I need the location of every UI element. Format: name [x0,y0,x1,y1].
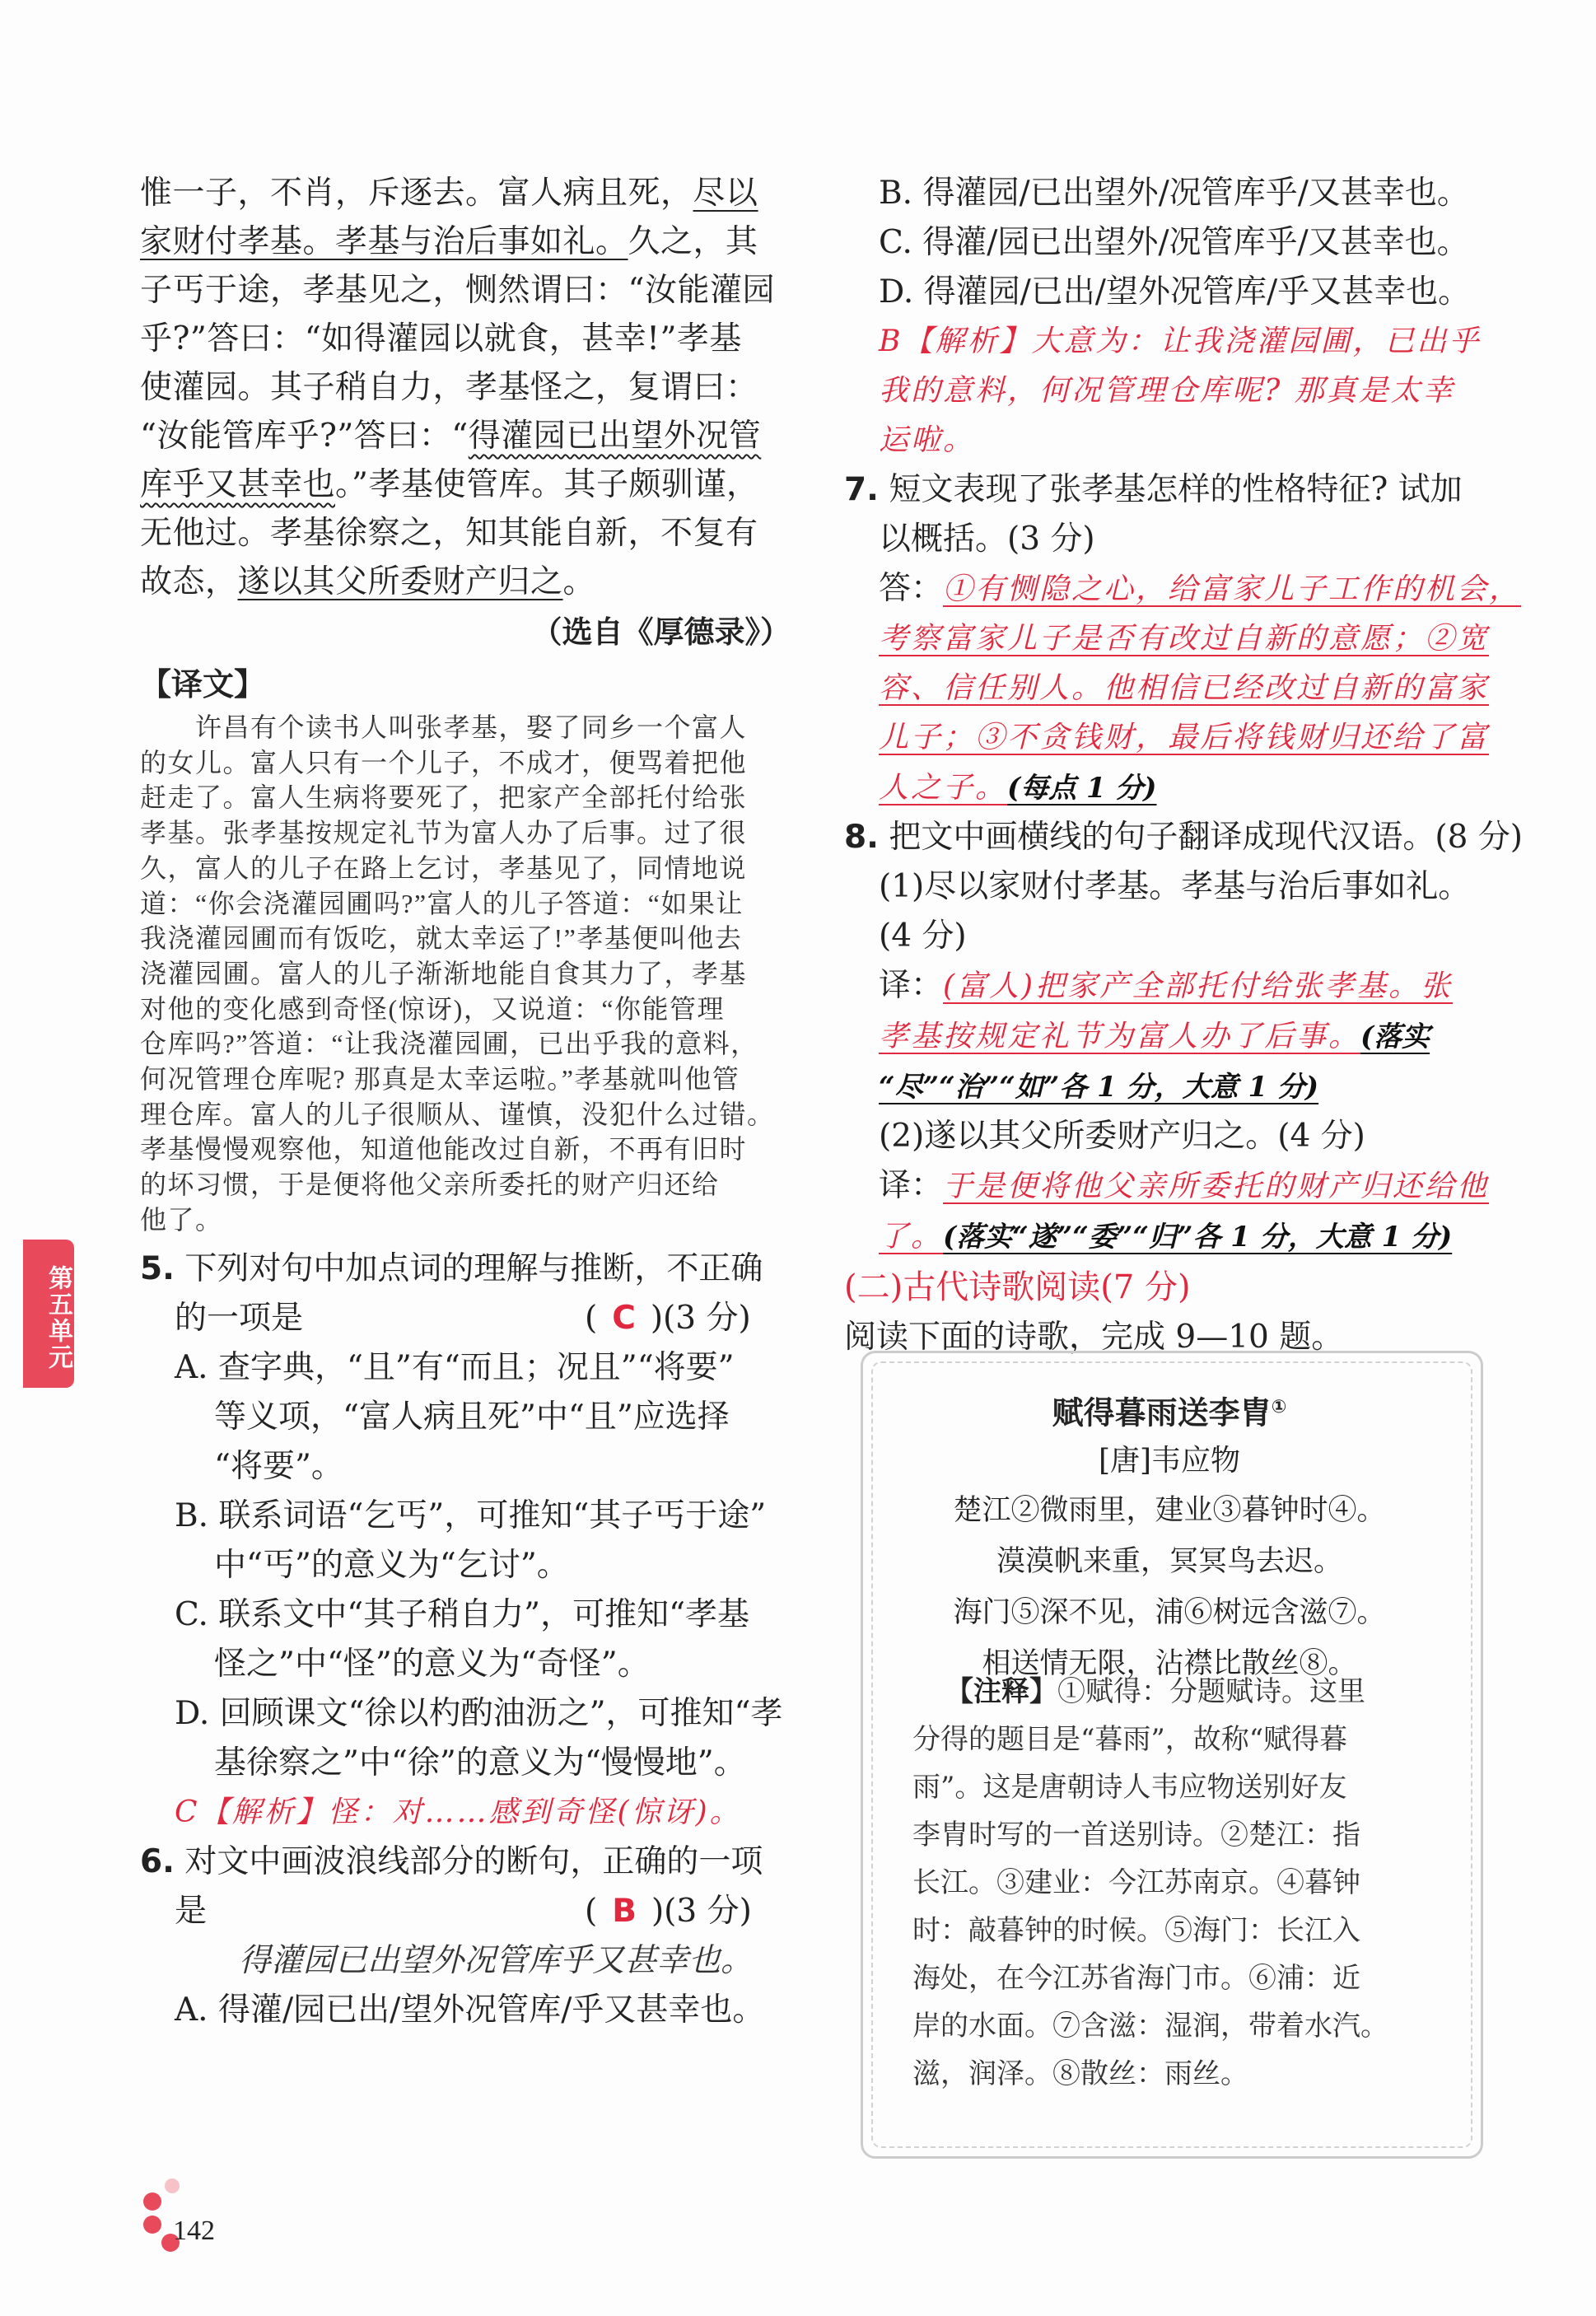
translation-line: 的坏习惯，于是便将他父亲所委托的财产归还给 [140,1170,720,1200]
section-title: (二)古代诗歌阅读(7 分) [844,1268,1191,1306]
answer-line [844,1161,1495,1212]
option-a: A. 得灌/园已出/望外况管库/乎又甚幸也。 [175,1991,765,2029]
question-8 [844,813,1524,1262]
question-7 [844,465,1522,813]
question-stem [140,1294,791,1343]
translation-line: 他了。 [140,1204,223,1235]
answer-line [844,564,1522,614]
underlined-text: 家财付孝基。孝基与治后事如礼。 [140,223,628,260]
answer-label: 答： [879,570,944,607]
poem-notes [912,1668,1440,2098]
question-text: 对文中画波浪线部分的断句，正确的一项 [184,1842,763,1880]
q6-analysis-line: 运啦。 [879,423,976,457]
question-text: 以概括。(3 分) [879,521,1095,558]
question-6 [140,1837,791,2035]
translation-block [140,710,791,1238]
note-line: 李胄时写的一首送别诗。②楚江：指 [912,1819,1360,1851]
translation-line: 道：“你会浇灌园圃吗?”富人的儿子答道：“如果让 [140,888,744,918]
option-c: C. 联系文中“其子稍自力”，可推知“孝基 [175,1595,750,1633]
translation-heading: 【译文】 [140,666,266,703]
q6-analysis-line: 我的意料，何况管理仓库呢? 那真是太幸 [879,374,1455,408]
translation-line: 孝基慢慢观察他，知道他能改过自新，不再有旧时 [140,1134,748,1165]
passage-text: “汝能管库乎?”答曰：“ [140,418,469,455]
option-a: A. 查字典，“且”有“而且；况且”“将要” [175,1348,735,1386]
answer-text: 了。 [879,1220,944,1254]
notes-tag: 【注释】 [945,1675,1057,1708]
passage-line [140,315,791,363]
passage-line [140,363,791,412]
answer-line [844,961,1495,1011]
note-line: 长江。③建业：今江苏南京。④暮钟 [912,1866,1360,1899]
passage-line [140,412,791,460]
wavy-underlined-text: 得灌园已出望外况管 [468,418,762,455]
score-note: (落实“遂”“委”“归”各 1 分，大意 1 分) [943,1221,1453,1254]
decor-dot [165,2178,180,2193]
answer-line [844,1011,1495,1062]
option-c: C. 得灌/园已出望外/况管库乎/又甚幸也。 [879,224,1469,261]
question-text: 把文中画横线的句子翻译成现代汉语。(8 分) [889,819,1524,856]
passage-text: 子丐于途，孝基见之，恻然谓曰：“汝能灌园 [140,272,775,309]
question-number: 8. [844,819,879,856]
translation-line: 何况管理仓库呢? 那真是太幸运啦。”孝基就叫他管 [140,1064,740,1095]
passage-text: 乎?”答曰：“如得灌园以就食，甚幸!”孝基 [140,320,742,357]
poem-title-text: 赋得暮雨送李胄 [1052,1394,1272,1431]
classical-passage [140,169,791,606]
question-number: 7. [844,471,879,508]
passage-text: 。”孝基使管库。其子颇驯谨， [335,466,759,503]
translation-line: 的女儿。富人只有一个儿子，不成才，便骂着把他 [140,747,748,777]
question-stem [140,1887,791,1936]
option-b: B. 得灌园/已出望外/况管库乎/又甚幸也。 [879,175,1469,212]
decor-dot [143,2216,161,2234]
passage-text: 惟一子，不肖，斥逐去。富人病且死， [140,175,693,212]
score-note: “尽”“治”“如”各 1 分，大意 1 分) [879,1071,1319,1104]
answer-text: 儿子；③不贪钱财，最后将钱财归还给了富 [879,721,1490,754]
answer-text: 容、信任别人。他相信已经改过自新的富家 [879,671,1490,705]
translation-line: 对他的变化感到奇怪(惊讶)，又说道：“你能管理 [140,993,726,1024]
sub-question: (2)遂以其父所委财产归之。(4 分) [879,1118,1365,1155]
note-line: 雨”。这是唐朝诗人韦应物送别好友 [912,1771,1347,1804]
passage-line [140,217,791,266]
passage-text: 久之，其 [628,223,758,260]
answer-choice: B [612,1892,637,1930]
answer-label: 译： [879,967,944,1004]
option-d: D. 回顾课文“徐以杓酌油沥之”，可推知“孝 [175,1694,783,1732]
question-stem [140,1244,791,1294]
sub-question-score: (4 分) [879,918,967,955]
option-line: 怪之”中“怪”的意义为“奇怪”。 [214,1645,650,1683]
note-line: 滋，润泽。⑧散丝：雨丝。 [912,2057,1248,2090]
score: )(3 分) [651,1892,752,1930]
poem-line: 楚江②微雨里，建业③暮钟时④。 [953,1493,1386,1527]
translation-line: 浇灌园圃。富人的儿子渐渐地能自食其力了，孝基 [140,958,748,988]
poem-line: 漠漠帆来重，冥冥鸟去迟。 [996,1544,1342,1578]
question-text: 是 [175,1892,208,1930]
question-text: 的一项是 [175,1299,304,1337]
answer-line [844,763,1495,813]
note-text: ①赋得：分题赋诗。这里 [1057,1675,1365,1708]
question-stem [844,813,1524,862]
poem-author: [唐]韦应物 [1098,1443,1241,1478]
left-column [140,169,791,2035]
question-stem [140,1837,791,1887]
passage-line [140,266,791,315]
question-5 [140,1244,791,1837]
right-column [844,169,1524,1362]
passage-line [140,509,791,558]
question-text: 下列对句中加点词的理解与推断，不正确 [184,1249,763,1287]
sub-question: (1)尽以家财付孝基。孝基与治后事如礼。 [879,868,1471,905]
answer-text: 于是便将他父亲所委托的财产归还给他 [943,1170,1490,1203]
translation-line: 我浇灌园圃而有饭吃，就太幸运了!”孝基便叫他去 [140,923,743,954]
decor-dot [143,2192,161,2211]
poem-line: 海门⑤深不见，浦⑥树远含滋⑦。 [953,1595,1386,1629]
paren: ( [585,1892,598,1930]
passage-line [140,460,791,509]
paren: ( [585,1299,598,1337]
footnote-marker: ① [1271,1397,1287,1417]
translation-line: 理仓库。富人的儿子很顺从、谨慎，没犯什么过错。 [140,1099,775,1129]
question-number: 5. [140,1249,175,1287]
answer-text: 考察富家儿子是否有改过自新的意愿；②宽 [879,622,1490,656]
option-line: “将要”。 [214,1447,343,1485]
passage-line [140,169,791,217]
answer-text: ①有恻隐之心，给富家儿子工作的机会， [943,572,1522,606]
option-d: D. 得灌园/已出/望外况管库/乎又甚幸也。 [879,273,1471,311]
wavy-underlined-text: 库乎又甚幸也 [140,466,336,503]
translation-line: 孝基。张孝基按规定礼节为富人办了后事。过了很 [140,818,748,848]
passage-text: 。 [562,563,596,600]
section-instruction: 阅读下面的诗歌，完成 9—10 题。 [844,1319,1344,1356]
passage-line [140,558,791,606]
option-line: 等义项，“富人病且死”中“且”应选择 [214,1398,730,1436]
question-number: 6. [140,1842,175,1880]
score-note: (每点 1 分) [1007,772,1157,805]
poem-line: 相送情无限，沾襟比散丝⑧。 [982,1646,1357,1680]
question-text: 短文表现了张孝基怎样的性格特征? 试加 [889,471,1463,508]
q6-sentence: 得灌园已出望外况管库乎又甚幸也。 [239,1941,754,1979]
score-note: (落实 [1360,1020,1430,1053]
answer-line [844,1212,1495,1262]
option-line: 中“丐”的意义为“乞讨”。 [214,1546,569,1584]
translation-line: 仓库吗?”答道：“让我浇灌园圃，已出乎我的意料， [140,1029,758,1059]
underlined-text: 尽以 [693,175,758,212]
translation-line: 许昌有个读书人叫张孝基，娶了同乡一个富人 [140,712,748,742]
q6-analysis-line: B【解析】大意为：让我浇灌园圃，已出乎 [879,325,1482,358]
passage-source: （选自《厚德录》） [531,614,791,650]
note-line: 岸的水面。⑦含滋：湿润，带着水汽。 [912,2010,1388,2043]
q5-analysis: C【解析】怪：对……感到奇怪(惊讶)。 [175,1795,742,1829]
answer-text: (富人)把家产全部托付给张孝基。张 [943,969,1454,1003]
passage-text: 无他过。孝基徐察之，知其能自新，不复有 [140,515,758,552]
answer-line [844,1062,1495,1112]
note-line [912,1668,1440,1716]
passage-text: 使灌园。其子稍自力，孝基怪之，复谓曰： [140,369,758,406]
underlined-text: 遂以其父所委财产归之 [237,563,563,600]
note-line: 时：敲暮钟的时候。⑤海门：长江入 [912,1914,1360,1947]
score: )(3 分) [650,1299,751,1337]
question-stem [844,465,1495,515]
answer-choice: C [612,1299,636,1337]
passage-text: 故态， [140,563,238,600]
poem [873,1384,1466,1689]
unit-side-tab: 第五单元 [23,1240,74,1388]
answer-text: 孝基按规定礼节为富人办了后事。 [879,1020,1361,1053]
poem-title [873,1384,1466,1437]
answer-text: 人之子。 [879,771,1008,805]
page-number: 142 [173,2216,215,2246]
note-line: 海处，在今江苏省海门市。⑥浦：近 [912,1962,1360,1995]
option-b: B. 联系词语“乞丐”，可推知“其子丐于途” [175,1497,767,1534]
translation-line: 久，富人的儿子在路上乞讨，孝基见了，同情地说 [140,852,748,883]
answer-label: 译： [879,1167,944,1204]
note-line: 分得的题目是“暮雨”，故称“赋得暮 [912,1723,1348,1756]
translation-line: 赶走了。富人生病将要死了，把家产全部托付给张 [140,782,748,813]
option-line: 基徐察之”中“徐”的意义为“慢慢地”。 [214,1744,746,1781]
